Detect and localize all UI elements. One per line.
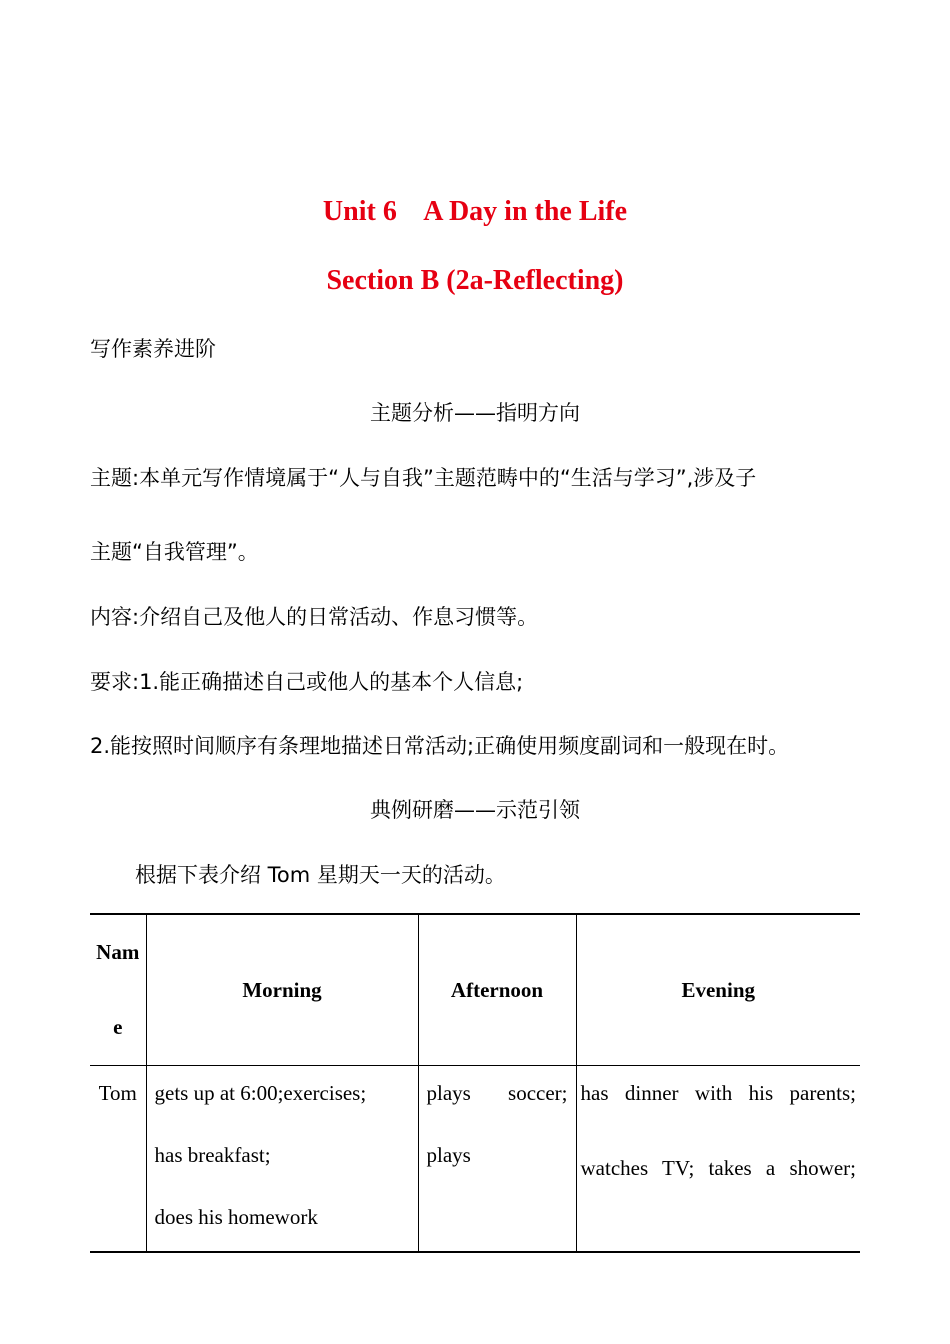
section-heading: 写作素养进阶 <box>90 337 216 361</box>
cell-name: Tom <box>90 1066 146 1253</box>
table-header-row <box>90 914 860 1066</box>
afternoon-activity-2: plays <box>426 1143 471 1167</box>
evening-activity-2: watches TV; takes a shower; <box>580 1156 856 1180</box>
header-morning: Morning <box>146 914 418 1066</box>
cell-evening <box>576 1066 860 1253</box>
document-title: Unit 6 A Day in the Life <box>322 196 628 227</box>
requirement-line-2: 2.能按照时间顺序有条理地描述日常活动;正确使用频度副词和一般现在时。 <box>90 734 790 758</box>
morning-activity-2: has breakfast; <box>154 1143 271 1167</box>
cell-afternoon <box>418 1066 576 1253</box>
document-subtitle: Section B (2a-Reflecting) <box>326 265 624 296</box>
cell-morning <box>146 1066 418 1253</box>
table-row <box>90 1066 860 1253</box>
content-line: 内容:介绍自己及他人的日常活动、作息习惯等。 <box>90 605 539 629</box>
example-heading: 典例研磨——示范引领 <box>370 798 580 822</box>
activity-table <box>90 913 860 1253</box>
header-afternoon: Afternoon <box>418 914 576 1066</box>
evening-activity-1: has dinner with his parents; <box>580 1081 856 1105</box>
afternoon-activity-1: plays soccer; <box>426 1081 568 1105</box>
morning-activity-3: does his homework <box>154 1205 318 1229</box>
theme-line-2: 主题“自我管理”。 <box>90 540 259 564</box>
requirement-line-1: 要求:1.能正确描述自己或他人的基本个人信息; <box>90 670 524 694</box>
morning-activity-1: gets up at 6:00;exercises; <box>154 1081 367 1105</box>
topic-analysis-heading: 主题分析——指明方向 <box>370 401 580 425</box>
instruction-line: 根据下表介绍 Tom 星期天一天的活动。 <box>135 863 506 887</box>
theme-line-1: 主题:本单元写作情境属于“人与自我”主题范畴中的“生活与学习”,涉及子 <box>90 466 757 490</box>
header-evening: Evening <box>576 914 860 1066</box>
header-name: Name <box>90 914 146 1066</box>
